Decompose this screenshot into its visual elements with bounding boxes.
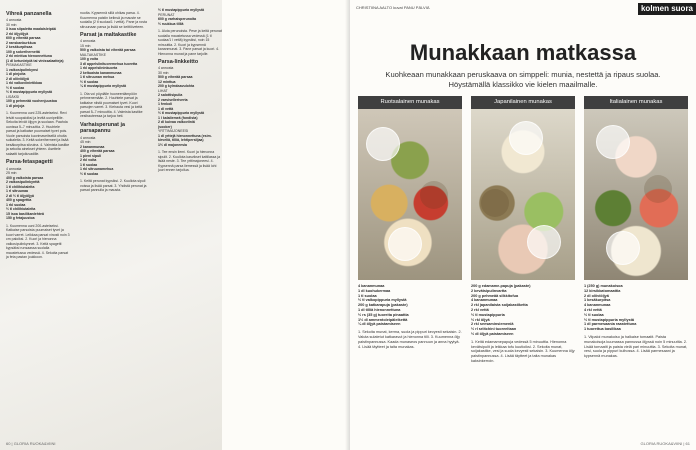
recipe-title: Parsat ja maltakastike: [80, 32, 137, 38]
ingredient: 1 tl chilihiutaleita: [6, 184, 35, 189]
ingredient: 12 kirsikkatomaattia: [584, 288, 621, 293]
panel-label: Italialainen munakas: [584, 96, 688, 109]
ingredient: 1 tl suolaa: [80, 162, 98, 167]
plate: [527, 225, 561, 259]
right-page: [350, 0, 696, 450]
ingredient: ½ rs (35 g) tuoreita pinaattia: [358, 312, 409, 317]
ingredient: 2 ranskankurkkua: [6, 40, 36, 45]
ingredient: 1 valkosipulinkynsi: [6, 67, 39, 72]
ingredient: 600 g varhaisperunoita: [158, 17, 197, 21]
ingredients-photo: [584, 109, 688, 280]
ingredient: 2 salottisipulia: [158, 93, 183, 98]
ingredient: 2 varsiselleriverta: [158, 97, 188, 102]
section-heading: YRTTIMAJONEESI: [158, 129, 189, 134]
ingredient: 4 kananmunaa: [471, 298, 498, 303]
plate: [606, 231, 640, 265]
ingredient: 1½ dl ammentoleipäleikettä: [358, 317, 408, 322]
recipe-time: 15 min: [80, 43, 91, 48]
ingredient: 1 l kalaliemeä (fondista): [158, 115, 198, 120]
ingredient: 2 dl oliiviöljyä: [584, 293, 609, 298]
ingredient: 2 rkl japanilaista soijakastiketta: [471, 303, 528, 308]
section-heading: LIHAT: [158, 88, 168, 93]
ingredient: 1 kesäkurpitsa: [584, 298, 611, 303]
italian-omelette-panel: [584, 96, 688, 280]
ingredient: ½ ruukkua tilliä: [158, 21, 184, 26]
ingredient: ½ rl sriitchini tuoreeltaan: [471, 327, 517, 332]
bowl: [481, 189, 509, 217]
page-footer-left: 60 | GLORIA RUOKA&VIINI: [6, 441, 56, 446]
recipe-steps: 1. Viipaloi munakoiso ja halkaise tomaatit. Paista munakoisoja kuumassa pannussa öljyssä noin 5 minuuttia. 2. Lisää tomaatit ja paista vielä pari minuuttia. 3. Sekoita munat, vesi, suola ja pippuri kulhossa. 4. Lisää parmesaani ja kypsennä munakas.: [584, 334, 688, 359]
panel-label: Japanilainen munakas: [471, 96, 575, 109]
intro-snippet: nuolta. Kypsennä sillä ohikas parsa. 4. Kuumenna paistin kelinsä ja mauste se suolalla (2 tl suolaa/1 l vettä). Pane ja rosta sitruunaan parsa ja lisää se keittiöveteen.: [80, 11, 147, 29]
ingredient: ½ tl chilihiutaleita: [6, 207, 36, 212]
ingredient: 2 rkl voita: [80, 158, 97, 163]
recipe-steps: 1. Keitä edamamepapuja vedessä 5 minuuttia. Hienonna kevätsipulit ja leikkaa tofu kuutioiksi. 2. Sekoita munat, soijakastike, vesi ja suola kevyesti sekaisin. 3. Kuumenna öljy paistinpannussa. 4. Lisää täytteet ja taita munakas kaksinkerroin.: [471, 339, 575, 363]
ingredient: 400 g vihreää parsaa: [80, 149, 115, 154]
recipe-steps: 1. Ota voi pöydälle huoneenlämpöön pehmenemään. 2. Huuhtele parsat ja katkaise niistä puumaiset tyvet. Kuori parsojen varret. 3. Kiehauta vesi ja keitä parsat 5–7 minuuttia. 4. Valmista kastike vesihauteessa ja tarjoa heti.: [80, 91, 143, 119]
ingredient: 400 g spagettia: [6, 198, 32, 203]
ingredient: 2 rkl minttua hienonnettuna: [6, 54, 52, 59]
ingredient: 100 g voita: [80, 57, 99, 62]
ingredient: 2 rkl seesaminsiemeniä: [471, 322, 514, 327]
lead-paragraph: Kuohkeaan munakkaan peruskaava on simppeli: munia, nestettä ja ripaus suolaa. Höystämällä klassikko vie kielen maailmalle.: [385, 70, 661, 89]
section-label: kolmen suora: [638, 3, 696, 15]
recipe-time: 30 min: [6, 22, 17, 27]
recipe-servings: 4 annosta: [6, 18, 22, 23]
swedish-omelette-panel: [358, 96, 462, 280]
ingredient: ½ tl mustapippuria myllystä: [584, 317, 635, 322]
ingredient: 1 pieni sipuli: [80, 153, 102, 158]
ingredient: 400 g valkoista parsaa: [6, 175, 44, 180]
ingredient: ½ tl mustapippuria myllystä: [158, 111, 205, 116]
ingredient: ½ rkl öljyä: [471, 317, 490, 322]
plate: [366, 127, 400, 161]
ingredient: 150 g fetajuustoa: [6, 216, 35, 221]
ingredient: 1 dl pinjoja: [6, 103, 25, 108]
ingredient: 1 rkl appelsiininkuorta: [80, 66, 118, 71]
ingredient: 2 rkl öljyöljyä: [6, 31, 29, 36]
recipe-servings: 4 annosta: [158, 66, 174, 71]
ingredient: ¼ dl öljyä paistamiseen: [358, 322, 401, 327]
japanese-recipe: [471, 284, 575, 364]
author-credit: CHRISTIINA AALTO kuvat PANU PÄLVIÄ: [356, 5, 430, 10]
recipe-title: Varhaisperunat ja parsapannu: [80, 121, 125, 135]
recipe-steps: 1. Tee ensin liemi. Kuori ja hienonna sipulit. 2. Kuullota kasvikset kattilassa ja lisää neste. 3. Tee yrttimajoneesi. 4. Kypsennä parsa liemessä ja lisää lohi juuri ennen tarjoilua.: [158, 150, 221, 173]
ingredients-photo: [471, 109, 575, 280]
ingredient: 4 kananmunaa: [584, 303, 611, 308]
recipe-column-1: [6, 0, 70, 260]
japanese-omelette-panel: [471, 96, 575, 280]
ingredient: ½ dl öljyä paistamiseen: [471, 331, 514, 336]
recipe-servings: 4 annosta: [80, 39, 96, 44]
plate: [509, 121, 543, 155]
recipe-time: 45 min: [80, 140, 91, 145]
ingredient: 1 dl pinjoita: [6, 72, 26, 77]
ingredient: 2 dl oliiviöljyä: [6, 76, 29, 81]
ingredient: 2 dl ½ tl öljyöljyä: [6, 193, 35, 198]
ingredient: 3 dl appelsiinituoremehua tuoretta: [80, 61, 138, 66]
recipe-steps: 1. Keitä perunat kypsiksi. 2. Kuullota sipuli voissa ja lisää parsat. 3. Yhdistä perunat ja parsat pannulla ja mausta.: [80, 179, 147, 193]
ingredient: 15 isoa basilikanlehteä: [6, 211, 44, 216]
ingredient: 1 rkl suolaa: [6, 202, 26, 207]
section-heading: PERUNAT: [158, 12, 175, 17]
ingredient: 1 tl sitruunan mehua: [80, 75, 115, 80]
plate: [596, 125, 630, 159]
ingredient: 500 g vihreää parsaa: [158, 75, 193, 80]
ingredient: ½ tl suolaa: [6, 85, 25, 90]
italian-recipe: [584, 284, 688, 359]
ingredient: 600 g vihreää parsaa: [6, 36, 41, 41]
ingredient: 2 keltuaista kananmunaa: [80, 70, 122, 75]
ingredient: (1 dl ketunleipiä tai vinissalaatteja): [6, 58, 64, 63]
ingredient: 200 g kylmäsavulohta: [158, 84, 195, 89]
section-heading: MALTAKASTIKE: [80, 52, 106, 57]
ingredient: 100 g pehmeää vuohenjuustoa: [6, 99, 57, 104]
recipe-time: 25 min: [6, 171, 17, 176]
bowl: [420, 181, 448, 209]
ingredient: 2 kananmunaa: [80, 144, 105, 149]
ingredient: 1 dl kuohukermaa: [358, 288, 391, 293]
recipe-column-2: [80, 0, 148, 193]
ingredient: 2 dl kuivaa valkoviiniä: [158, 120, 195, 125]
ingredient: 200 g katkarapuja (pakaste): [358, 303, 408, 308]
ingredient: ½ tl suolaa: [584, 312, 604, 317]
recipe-time: 30 min: [158, 70, 169, 75]
ingredient: 1 rl sitruunaa: [6, 189, 28, 194]
recipe-steps: 1. Kuumenna uuni 200-asteiseksi. Katkaise parsoista puumaiset tyvet ja kuori varret. Leikkaa parsat vinosti noin 3 cm paloiksi. 2. Kuori ja hienonna valkosipulinkynnet. 3. Keitä spagetti kypsäksi runsaassa suolalla maustetussa vedessä. 4. Sekoita parsat ja feta pastan joukkoon.: [6, 223, 70, 260]
ingredient: 1 fenkoli: [158, 102, 173, 107]
ingredient: 4 kananmunaa: [358, 284, 385, 288]
ingredient: 1 dl tilliä hienonnettuna: [358, 307, 401, 312]
recipe-title: Vihreä panzanella: [6, 11, 52, 17]
ingredient: 4 rkl vettä: [584, 307, 602, 312]
ingredient: (sooker): [158, 124, 172, 129]
ingredient: 1 tl suolaa: [358, 293, 377, 298]
page-footer-right: GLORIA RUOKA&VIINI | 61: [640, 441, 690, 446]
recipe-steps: 1. Aluta perunoista. Pese ja keitä perunat suolalla maustetussa vedessä (1 tl suolaa/1 l vettä) kypsiksi, noin 15 minuuttia. 2. Kuori ja kypsennä kananmunat. 3. Pane parsat ja kuori. 4. Hienonna munat ja pane tarjolle.: [158, 29, 222, 56]
recipe-steps: 1. Sekoita munat, kerma, suola ja pippuri kevyesti sekaisin. 2. Valuta sulatetut katkaravut ja hienonna tilli. 3. Kuumenna öljy paistinpannussa. Kaada munaseos pannuun ja anna hyytyä. 4. Lisää täytteet ja taita munakas.: [358, 330, 462, 349]
ingredient: 1 tuorettua basilikaa: [584, 327, 621, 332]
ingredient: 2 valkosipulinkynttä: [6, 180, 40, 185]
ingredient: 100 g sokeriherneitä: [6, 49, 40, 54]
ingredient: 12 minttua: [158, 79, 176, 84]
ingredient: ½ tl suolaa: [80, 171, 99, 176]
page-title: Munakkaan matkassa: [409, 40, 637, 65]
plate: [388, 227, 422, 261]
ingredient: 1 rkl sitruunamehua: [80, 167, 114, 172]
section-heading: PISMAKASTIKE: [6, 63, 32, 68]
ingredient: 3 isoa siipaletta maalaisleipää: [6, 27, 56, 32]
recipe-steps: 1. Kuumenna uuni 225-asteiseksi. Revi leivät suupaloiksi ja levitä uunipellille. Sekoita leivät öljyyn ja suolaan. Paahda uunissa 5–7 minuuttia. 2. Huuhtele parsat ja katkaise puumaiset tyvet pois. Vuole parsoista kuorimaveitsellä ohuita suikaleita. 3. Keitä sokeriherneet ja lisää kesäkurpitsa siivuina. 4. Valmista kastike ja sekoita ainekset yhteen. Asettele salaatti tarjoiluvadille.: [6, 111, 70, 156]
ingredient: 1 dl parmesaania raastettuna: [584, 322, 637, 327]
ingredient: 2 kevätsipulinvartta: [471, 288, 507, 293]
ingredient: 200 g edamame-papuja (pakaste): [471, 284, 531, 288]
ingredient: 1½ dl majoneesia: [158, 142, 187, 147]
ingredient: ½ tl suolaa: [80, 79, 99, 84]
ingredient: 2 rkl vettä: [471, 307, 489, 312]
ingredient: ½ tl mustapippuria myllystä: [6, 90, 53, 95]
ingredient: ½ tl mustapippuria myllystä: [158, 8, 205, 12]
panel-label: Ruotsalainen munakas: [358, 96, 462, 109]
ingredient: 1 (250 g) munakoisoa: [584, 284, 623, 288]
recipe-title: Parsa-fetaspagetti: [6, 159, 53, 166]
ingredient: 500 g valkoista tai vihreää parsaa: [80, 48, 136, 53]
ingredient: 1 rkl valkoviinietikkaa: [6, 81, 42, 86]
swedish-recipe: [358, 284, 462, 349]
ingredient: ½ tl mustapippuria: [471, 312, 505, 317]
ingredient: ¼ tl mustapippuria myllystä: [80, 84, 127, 89]
ingredients-photo: [358, 109, 462, 280]
ingredient: 1 dl yrttejä hienonnettuna (esim. kirveliä, tilliä, lehtipersiljaa): [158, 133, 212, 143]
recipe-column-3: [158, 0, 222, 173]
ingredient: 200 g pehmeää silkkitofua: [471, 293, 519, 298]
ingredient: ½ tl valkopippuria myllystä: [358, 298, 407, 303]
bowl: [644, 175, 672, 203]
ingredient: 2 kesäkurpitsaa: [6, 45, 33, 50]
recipe-title: Parsa-linkkeitto: [158, 59, 199, 65]
ingredient: 1 dl vettä: [158, 106, 174, 111]
section-heading: LISÄKSI: [6, 94, 20, 99]
recipe-servings: 4 annosta: [6, 166, 22, 171]
recipe-servings: 4 annosta: [80, 135, 96, 140]
